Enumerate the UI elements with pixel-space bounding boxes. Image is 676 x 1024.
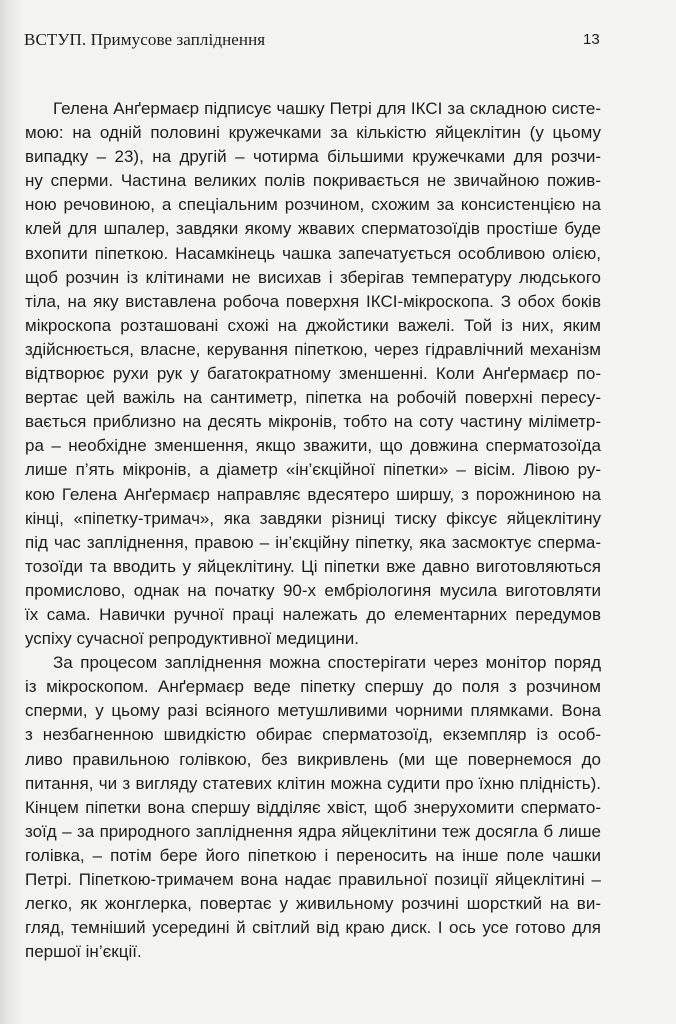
page-number: 13 [583,31,600,48]
text-line: промислово, однак на початку 90-х ембріологиня мусила виготовляти [25,580,601,600]
text-line: За процесом запліднення можна спостерігати через монітор поряд [53,653,601,673]
text-line: відтворює рухи рук у багатократному зменшенні. Коли Анґермаєр по- [25,364,601,384]
text-line: Петрі. Піпеткою-тримачем вона надає правильної позиції яйцеклітині – [25,870,601,889]
text-line: успіху сучасної репродуктивної медицини. [25,629,359,649]
text-line: кінці, «піпетку-тримач», яка завдяки різниці тиску фіксує яйцеклітину [25,508,601,528]
text-line: із мікроскопом. Анґермаєр веде піпетку спершу до поля з розчином [25,677,601,697]
text-line: випадку – 23), на другій – чотирма більшими кружечками для розчи- [25,147,601,167]
paragraph-2 [25,651,601,964]
text-line: ливо правильною голівкою, без викривлень (ми ще повернемося до [25,749,601,769]
text-line: лише п’ять мікронів, а діаметр «ін’єкційної піпетки» – вісім. Лівою ру- [25,460,601,480]
text-line: першої ін’єкції. [25,942,142,962]
text-line: гляд, темніший усередині й світлий від краю диск. І ось усе готово для [25,918,601,938]
text-line: щоб розчин із клітинами не висихав і зберігав температуру людського [25,267,601,287]
text-line: клей для шпалер, завдяки якому жвавих сперматозоїдів простіше буде [25,219,601,239]
paragraph-1 [25,97,601,651]
text-line: здійснюється, власне, керування піпеткою, через гідравлічний механізм [25,339,601,359]
body-text [25,97,601,964]
text-line: ра – необхідне зменшення, якщо зважити, що довжина сперматозоїда [25,436,601,456]
text-line: питання, чи з вигляду статевих клітин можна судити про їхню плідність). [25,773,601,793]
text-line: легко, як жонглерка, повертає у живильному розчині шорсткий на ви- [25,894,601,914]
text-line: кою Гелена Анґермаєр направляє вдесятеро ширшу, з порожниною на [25,484,601,504]
text-line: мікроскопа розташовані схожі на джойстики важелі. Той із них, яким [25,315,601,335]
text-line: тіла, на яку виставлена робоча поверхня ІКСІ-мікроскопа. З обох боків [25,291,601,311]
text-line: зоїд – за природного запліднення ядра яйцеклітини теж досягла б лише [25,821,601,841]
text-line: Кінцем піпетки вона спершу відділяє хвіст, щоб знерухомити сперматo- [25,797,601,817]
text-line: ну сперми. Частина великих полів покривається не звичайною пожив- [25,171,601,191]
text-line: вертає цей важіль на сантиметр, піпетка на робочій поверхні пересу- [25,388,601,408]
text-line: мою: на одній половині кружечками за кількістю яйцеклітин (у цьому [25,123,601,143]
text-line: ною речовиною, а спеціальним розчином, схожим за консистенцією на [25,195,601,215]
text-line: Гелена Анґермаєр підписує чашку Петрі для ІКСІ за складною систе- [53,99,601,118]
text-line: сперми, у цьому разі всіяного метушливими чорними плямками. Вона [25,701,601,721]
text-line: їх сама. Навички ручної праці належать до елементарних передумов [25,604,601,624]
text-line: з незбагненною швидкістю обирає сперматозоїд, екземпляр із особ- [25,725,601,745]
text-line: вхопити піпеткою. Насамкінець чашка запечатується особливою олією, [25,243,601,263]
text-line: тозоїди та вводить у яйцеклітину. Ці піпетки вже давно виготовляються [25,556,601,576]
text-line: голівка, – потім бере його піпеткою і переносить на інше поле чашки [25,845,601,865]
text-line: під час запліднення, правою – ін’єкційну піпетку, яка засмоктує сперма- [25,532,601,552]
running-title: ВСТУП. Примусове запліднення [24,30,266,49]
text-line: вається приблизно на десять мікронів, тобто на соту частину міліметр- [25,412,601,432]
